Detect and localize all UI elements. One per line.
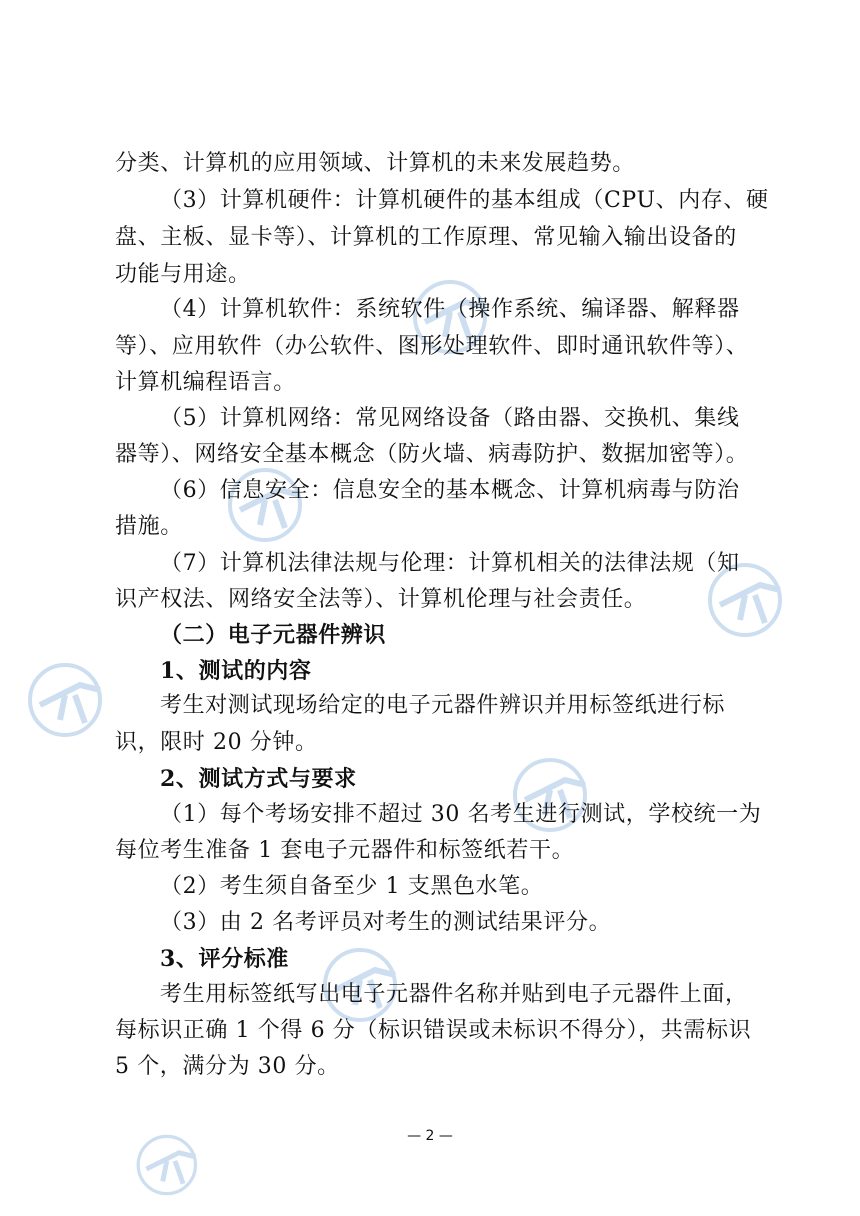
page-number: — 2 — <box>407 1128 453 1144</box>
text-line: （2）考生须自备至少 1 支黑色水笔。 <box>160 874 544 899</box>
text-line: 每标识正确 1 个得 6 分（标识错误或未标识不得分），共需标识 <box>115 1018 752 1043</box>
subsection-heading: 2、测试方式与要求 <box>160 766 357 792</box>
text-line: 计算机编程语言。 <box>115 370 296 395</box>
text-line: （3）由 2 名考评员对考生的测试结果评分。 <box>160 910 612 935</box>
text-line: （1）每个考场安排不超过 30 名考生进行测试，学校统一为 <box>160 802 762 827</box>
text-line: （4）计算机软件：系统软件（操作系统、编译器、解释器 <box>160 297 740 322</box>
text-line: （7）计算机法律法规与伦理：计算机相关的法律法规（知 <box>160 551 740 576</box>
text-line: 功能与用途。 <box>115 262 251 287</box>
text-line: 5 个，满分为 30 分。 <box>115 1054 340 1079</box>
text-line: 等）、应用软件（办公软件、图形处理软件、即时通讯软件等）、 <box>115 334 749 359</box>
text-line: 每位考生准备 1 套电子元器件和标签纸若干。 <box>115 838 575 863</box>
text-line: 措施。 <box>115 514 183 539</box>
text-line: （6）信息安全：信息安全的基本概念、计算机病毒与防治 <box>160 478 740 503</box>
text-line: （5）计算机网络：常见网络设备（路由器、交换机、集线 <box>160 406 740 431</box>
section-heading: （二）电子元器件辨识 <box>160 622 387 648</box>
subsection-heading: 3、评分标准 <box>160 946 289 972</box>
text-line: 盘、主板、显卡等）、计算机的工作原理、常见输入输出设备的 <box>115 225 737 250</box>
text-line: 器等）、网络安全基本概念（防火墙、病毒防护、数据加密等）。 <box>115 442 749 467</box>
text-line: 考生对测试现场给定的电子元器件辨识并用标签纸进行标 <box>160 693 726 718</box>
text-line: 分类、计算机的应用领域、计算机的未来发展趋势。 <box>115 151 635 176</box>
text-line: 识产权法、网络安全法等）、计算机伦理与社会责任。 <box>115 587 647 612</box>
text-line: 考生用标签纸写出电子元器件名称并贴到电子元器件上面， <box>160 982 748 1007</box>
text-line: 识，限时 20 分钟。 <box>115 730 318 755</box>
subsection-heading: 1、测试的内容 <box>160 658 312 684</box>
text-line: （3）计算机硬件：计算机硬件的基本组成（CPU、内存、硬 <box>160 188 769 213</box>
